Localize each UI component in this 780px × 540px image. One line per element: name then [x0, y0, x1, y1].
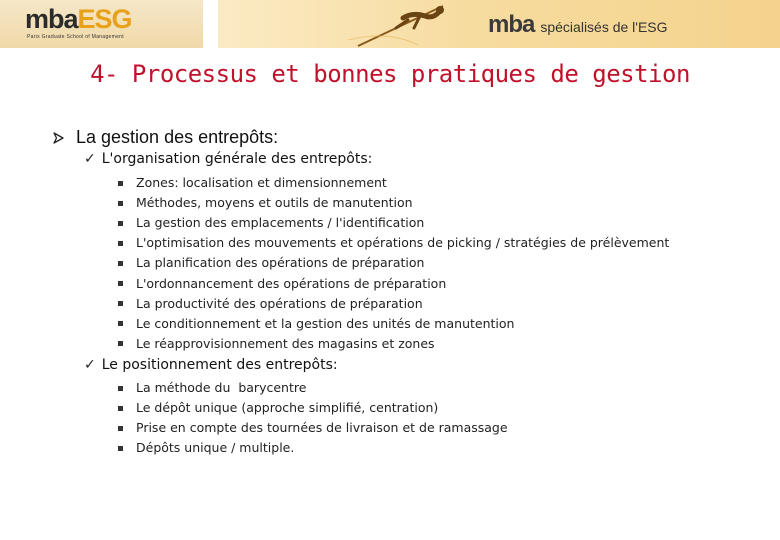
list-item-text: Prise en compte des tournées de livraison et de ramassage	[136, 420, 508, 436]
logo-tagline: Paris Graduate School of Management	[27, 34, 124, 40]
slide-title: 4- Processus et bonnes pratiques de gestion	[90, 60, 690, 88]
list-item	[118, 173, 669, 193]
square-bullet-icon	[118, 241, 123, 246]
arrow-bullet-icon	[52, 131, 66, 145]
check-bullet-icon: ✓	[84, 151, 96, 167]
header	[0, 0, 780, 50]
mba-esg-logo	[0, 0, 203, 48]
square-bullet-icon	[118, 446, 123, 451]
logo-mba-text: mba	[25, 4, 78, 34]
square-bullet-icon	[118, 181, 123, 186]
list-item-text: Le conditionnement et la gestion des unités de manutention	[136, 315, 515, 331]
list-item	[118, 213, 669, 233]
square-bullet-icon	[118, 321, 123, 326]
list-item	[118, 314, 669, 334]
square-bullet-icon	[118, 221, 123, 226]
section-heading-text: La gestion des entrepôts:	[76, 127, 279, 147]
group-heading-text: Le positionnement des entrepôts:	[101, 357, 338, 373]
list-item	[118, 334, 669, 354]
list-item-text: La productivité des opérations de préparation	[136, 295, 423, 311]
square-bullet-icon	[118, 281, 123, 286]
group-heading-text: L'organisation générale des entrepôts:	[101, 151, 373, 167]
list-item-text: Dépôts unique / multiple.	[136, 440, 295, 456]
list-item	[118, 253, 669, 273]
list-item	[118, 398, 508, 418]
square-bullet-icon	[118, 341, 123, 346]
group-heading-organisation	[84, 151, 372, 167]
list-item-text: Le réapprovisionnement des magasins et zones	[136, 335, 435, 351]
banner-mba-text: mba	[488, 11, 535, 38]
list-item	[118, 193, 669, 213]
logo-esg-text: ESG	[77, 4, 132, 34]
header-banner	[218, 0, 780, 48]
list-item	[118, 378, 508, 398]
banner-wordmark	[488, 13, 668, 37]
banner-subtitle: spécialisés de l'ESG	[540, 19, 668, 35]
list-item	[118, 273, 669, 293]
list-item-text: La méthode du barycentre	[136, 380, 307, 396]
list-item	[118, 294, 669, 314]
positionnement-list	[118, 378, 508, 458]
square-bullet-icon	[118, 201, 123, 206]
list-item-text: L'optimisation des mouvements et opérations de picking / stratégies de prélèvement	[136, 235, 670, 251]
header-divider	[203, 0, 218, 48]
square-bullet-icon	[118, 386, 123, 391]
list-item	[118, 418, 508, 438]
square-bullet-icon	[118, 406, 123, 411]
list-item-text: L'ordonnancement des opérations de préparation	[136, 275, 447, 291]
list-item-text: La planification des opérations de préparation	[136, 255, 425, 271]
section-heading	[52, 127, 278, 148]
square-bullet-icon	[118, 261, 123, 266]
group-heading-positionnement	[84, 357, 338, 373]
logo-wordmark	[25, 6, 132, 33]
pole-vaulter-figure-icon	[348, 0, 478, 48]
square-bullet-icon	[118, 426, 123, 431]
list-item	[118, 233, 669, 253]
square-bullet-icon	[118, 301, 123, 306]
list-item-text: Méthodes, moyens et outils de manutention	[136, 195, 413, 211]
list-item-text: Zones: localisation et dimensionnement	[136, 175, 387, 191]
organisation-list	[118, 173, 669, 354]
check-bullet-icon: ✓	[84, 357, 96, 373]
list-item	[118, 438, 508, 458]
list-item-text: La gestion des emplacements / l'identification	[136, 215, 425, 231]
list-item-text: Le dépôt unique (approche simplifié, centration)	[136, 400, 439, 416]
